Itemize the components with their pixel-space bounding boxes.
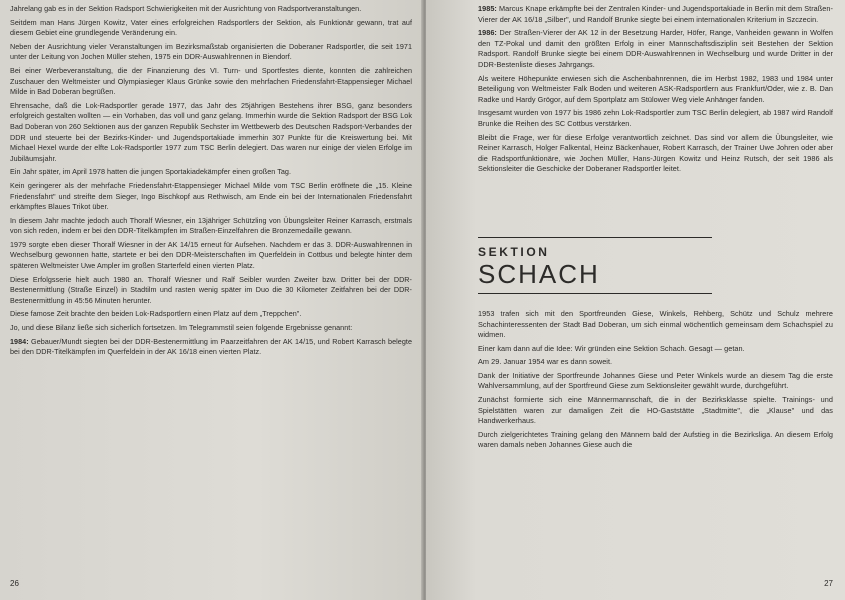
paragraph: Neben der Ausrichtung vieler Veranstaltungen im Bezirksmaßstab organisierten die Doberaner Radsportler, die seit 1971 unter der Leitung von Jochen Müller stehen, 1975 ein DDR-Auswahlrennen in Biendorf. [10, 41, 412, 62]
result-text: Gebauer/Mundt siegten bei der DDR-Bestenermittlung im Paarzeitfahren der AK 14/15, und Robert Karrasch belegte bei den DDR-Titelkämpfen im Querfeldein in der AK 16/18 einen vierten Platz. [10, 336, 412, 357]
right-page [426, 0, 845, 600]
paragraph: Als weitere Höhepunkte erwiesen sich die Aschenbahnrennen, die im Herbst 1982, 1983 und 1984 unter Beteiligung von Weltmeister Falk Boden und weiteren ASK-Radsportlern aus Frankfurt/Oder, wie z. B. Dan Radke und Hardy Grögor, auf dem Sportplatz am Stülower Weg viele Anhänger fanden. [478, 73, 833, 104]
paragraph: Ehrensache, daß die Lok-Radsportler gerade 1977, das Jahr des 25jährigen Bestehens ihrer BSG, ganz besonders erfolgreich gestalten wollten — ein Vorhaben, das voll und ganz gelang. Immerhin wurde die Sektion Radsport der BSG Lok Bad Doberan von 260 Sektionen aus der ganzen Republik Sechster im Wettbewerb des Deutschen Radsport-Verbandes der DDR und steuerte bei der Bezirks-Kinder- und Jugendsportakiade immerhin 307 Punkte für die Kreiswertung bei. Mit Michael Hexel wurde der elfte Lok-Radsportler 1977 zum TSC Berlin delegiert. Das waren nur einige der vielen Erfolge im Jubiläumsjahr. [10, 100, 412, 163]
result-1986 [478, 28, 833, 70]
paragraph: Ein Jahr später, im April 1978 hatten die jungen Sportakiadekämpfer einen großen Tag. [10, 167, 292, 177]
paragraph: Einer kam dann auf die Idee: Wir gründen eine Sektion Schach. Gesagt — getan. [478, 343, 745, 353]
result-1985 [478, 4, 833, 25]
result-year: 1986: [478, 28, 497, 38]
heading-rule [478, 237, 712, 238]
paragraph: Seitdem man Hans Jürgen Kowitz, Vater eines erfolgreichen Radsportlers der Sektion, als Funktionär gewann, trat auf diesem Gebiet eine grundlegende Veränderung ein. [10, 17, 412, 38]
result-text: Der Straßen-Vierer der AK 12 in der Besetzung Harder, Höfer, Range, Vanheiden gewann in Wolfen den TZ-Pokal und damit den größten Erfolg in einer Mannschaftsdisziplin seit Bestehen der Sektion Radsport. Randolf Brunke siegte bei einem DDR-Auswahlrennen in Wechselburg und wurde Dritter in der DDR-Bestenliste dieses Jahrgangs. [478, 28, 833, 69]
paragraph: 1979 sorgte eben dieser Thoralf Wiesner in der AK 14/15 erneut für Aufsehen. Nachdem er das 3. DDR-Auswahlrennen in Wechselburg gewonnen hatte, startete er bei den DDR-Meisterschaften im Querfeldein in Cottbus und belegte hinter dem späteren Weltmeister Uwe Ampler im großen Starterfeld einen vierten Platz. [10, 239, 412, 271]
paragraph: Kein geringerer als der mehrfache Friedensfahrt-Etappensieger Michael Milde vom TSC Berlin eröffnete die „15. Kleine Friedensfahrt" und streifte dem Sieger, Ingo Bischkopf aus Rethwisch, am Ende ein bei der Internationalen Friedensfahrt erkämpftes Blaues Trikot über. [10, 180, 412, 212]
section-label: SEKTION [478, 244, 550, 259]
paragraph: Zunächst formierte sich eine Männermannschaft, die in der Bezirksklasse spielte. Trainings- und Spielstätten waren zur damaligen Zeit die HO-Gaststätte „Stadtmitte", die „Klause" und das Handwerkerhaus. [478, 395, 833, 426]
paragraph: Durch zielgerichtetes Training gelang den Männern bald der Aufstieg in die Bezirksliga. An diesem Erfolg waren damals neben Johannes Giese auch die [478, 429, 833, 450]
result-year: 1984: [10, 336, 29, 346]
paragraph: Bleibt die Frage, wer für diese Erfolge verantwortlich zeichnet. Das sind vor allem die Übungsleiter, wie Reiner Karrasch, Holger Falkental, Heinz Bäckenhauer, Robert Karrasch, der Trainer Uwe Johren oder aber die Radsportfunktionäre, wie Jochen Müller, Hans-Jürgen Kowitz und Heinz Rutsch, der seit 1986 als Sektionsleiter die Geschicke der Doberaner Radsportler leitet. [478, 132, 833, 174]
result-1984 [10, 337, 412, 358]
page-number: 26 [10, 579, 19, 588]
paragraph: Am 29. Januar 1954 war es dann soweit. [478, 357, 613, 367]
result-text: Marcus Knape erkämpfte bei der Zentralen Kinder- und Jugendsportakiade in Berlin mit dem Straßen-Vierer der AK 16/18 „Silber", und Randolf Brunke siegte bei einem internationalen Kriterium in Szczecin. [478, 4, 833, 24]
paragraph: Dank der Initiative der Sportfreunde Johannes Giese und Peter Winkels wurde an diesem Tag die erste Wahlversammlung, auf der Sportfreund Giese zum Sektionsleiter gewählt wurde, durchgeführt. [478, 370, 833, 391]
paragraph: Jo, und diese Bilanz ließe sich sicherlich fortsetzen. Im Telegrammstil seien folgende Ergebnisse genannt: [10, 323, 353, 333]
result-year: 1985: [478, 4, 497, 13]
paragraph: Diese Erfolgsserie hielt auch 1980 an. Thoralf Wiesner und Ralf Seibler wurden Zweiter bzw. Dritter bei der DDR-Bestenermittlung (Straße Einzel) in Stadtilm und rasten wenig später im Duo die 30 Kilometer Zeitfahren bei der DDR-Bestenermittlung in 45:56 Minuten herunter. [10, 274, 412, 305]
paragraph: Insgesamt wurden von 1977 bis 1986 zehn Lok-Radsportler zum TSC Berlin delegiert, ab 1987 wird Randolf Brunke die Reihen des SC Cottbus verstärken. [478, 108, 833, 128]
paragraph: Diese famose Zeit brachte den beiden Lok-Radsportlern einen Platz auf dem „Treppchen". [10, 309, 302, 319]
section-heading [478, 237, 833, 294]
paragraph: Jahrelang gab es in der Sektion Radsport Schwierigkeiten mit der Ausrichtung von Radsportveranstaltungen. [10, 4, 362, 13]
section-title: SCHACH [478, 258, 600, 289]
paragraph: Bei einer Werbeveranstaltung, die der Finanzierung des VI. Turn- und Sportfestes diente, konnten die zahlreichen Zuschauer den Weltmeister und Olympiasieger Klaus Grünke sowie den mehrfachen Friedensfahrt-Etappensieger Michael Milde in Bad Doberan begrüßen. [10, 65, 412, 97]
paragraph: In diesem Jahr machte jedoch auch Thoralf Wiesner, ein 13jähriger Schützling von Übungsleiter Reiner Karrasch, erstmals von sich reden, indem er bei den DDR-Titelkämpfen im Straßen-Einzelfahren die Bronzemedaille gewann. [10, 215, 412, 236]
paragraph: 1953 trafen sich mit den Sportfreunden Giese, Winkels, Rehberg, Schütz und Schulz mehrere Schachinteressenten der Stadt Bad Doberan, um sich einmal wöchentlich gemeinsam dem Schachspiel zu widmen. [478, 308, 833, 340]
heading-rule [478, 293, 712, 294]
page-number: 27 [824, 579, 833, 588]
